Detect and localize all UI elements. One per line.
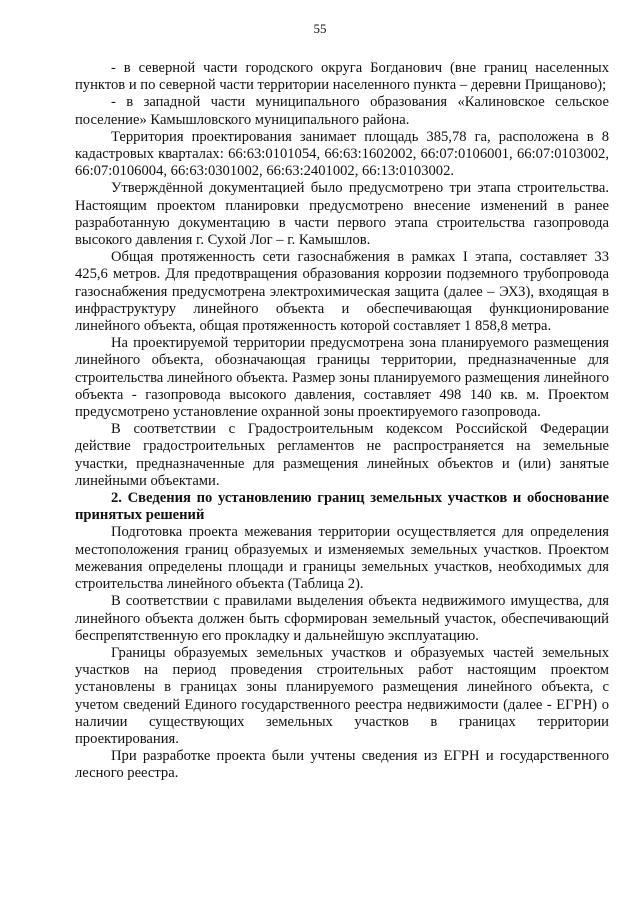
paragraph: - в северной части городского округа Богданович (вне границ населенных пунктов и по северной части территории населенного пункта – деревни Прищаново); [75,60,609,94]
paragraph: При разработке проекта были учтены сведения из ЕГРН и государственного лесного реестра. [75,748,609,782]
paragraph: Территория проектирования занимает площадь 385,78 га, расположена в 8 кадастровых кварталах: 66:63:0101054, 66:63:1602002, 66:07:0106001, 66:07:0103002, 66:07:0106004, 66:63:0301002, 66:63:2401002, 66:13:0103002. [75,128,609,180]
paragraph: Утверждённой документацией было предусмотрено три этапа строительства. Настоящим проектом планировки предусмотрено внесение изменений в ранее разработанную документацию в части первого этапа строительства газопровода высокого давления г. Сухой Лог – г. Камышлов. [75,180,609,249]
paragraph: Границы образуемых земельных участков и образуемых частей земельных участков на период проведения строительных работ настоящим проектом установлены в границах зоны планируемого размещения линейного объекта, с учетом сведений Единого государственного реестра недвижимости (далее - ЕГРН) о наличии существующих земельных участков в границах территории проектирования. [75,644,609,747]
page-number: 55 [313,21,327,36]
paragraph: Общая протяженность сети газоснабжения в рамках I этапа, составляет 33 425,6 метров. Для предотвращения образования коррозии подземного трубопровода газоснабжения предусмотрена электрохимическая защита (далее – ЭХЗ), входящая в инфраструктуру линейного объекта и обеспечивающая функционирование линейного объекта, общая протяженность которой составляет 1 858,8 метра. [75,249,609,335]
section-heading: 2. Сведения по установлению границ земельных участков и обоснование принятых решений [75,490,609,524]
paragraph: Подготовка проекта межевания территории осуществляется для определения местоположения границ образуемых и изменяемых земельных участков. Проектом межевания определены площади и границы земельных участков, необходимых для строительства линейного объекта (Таблица 2). [75,524,609,593]
paragraph: - в западной части муниципального образования «Калиновское сельское поселение» Камышловского муниципального района. [75,94,609,128]
paragraph: В соответствии с Градостроительным кодексом Российской Федерации действие градостроительных регламентов не распространяется на земельные участки, предназначенные для размещения линейных объектов и (или) занятые линейными объектами. [75,421,609,489]
document-body [75,60,609,783]
paragraph: В соответствии с правилами выделения объекта недвижимого имущества, для линейного объекта должен быть сформирован земельный участок, обеспечивающий беспрепятственную его прокладку и дальнейшую эксплуатацию. [75,593,609,644]
paragraph: На проектируемой территории предусмотрена зона планируемого размещения линейного объекта, обозначающая границы территории, предназначенные для строительства линейного объекта. Размер зоны планируемого размещения линейного объекта - газопровода высокого давления, составляет 498 140 кв. м. Проектом предусмотрено установление охранной зоны проектируемого газопровода. [75,335,609,421]
